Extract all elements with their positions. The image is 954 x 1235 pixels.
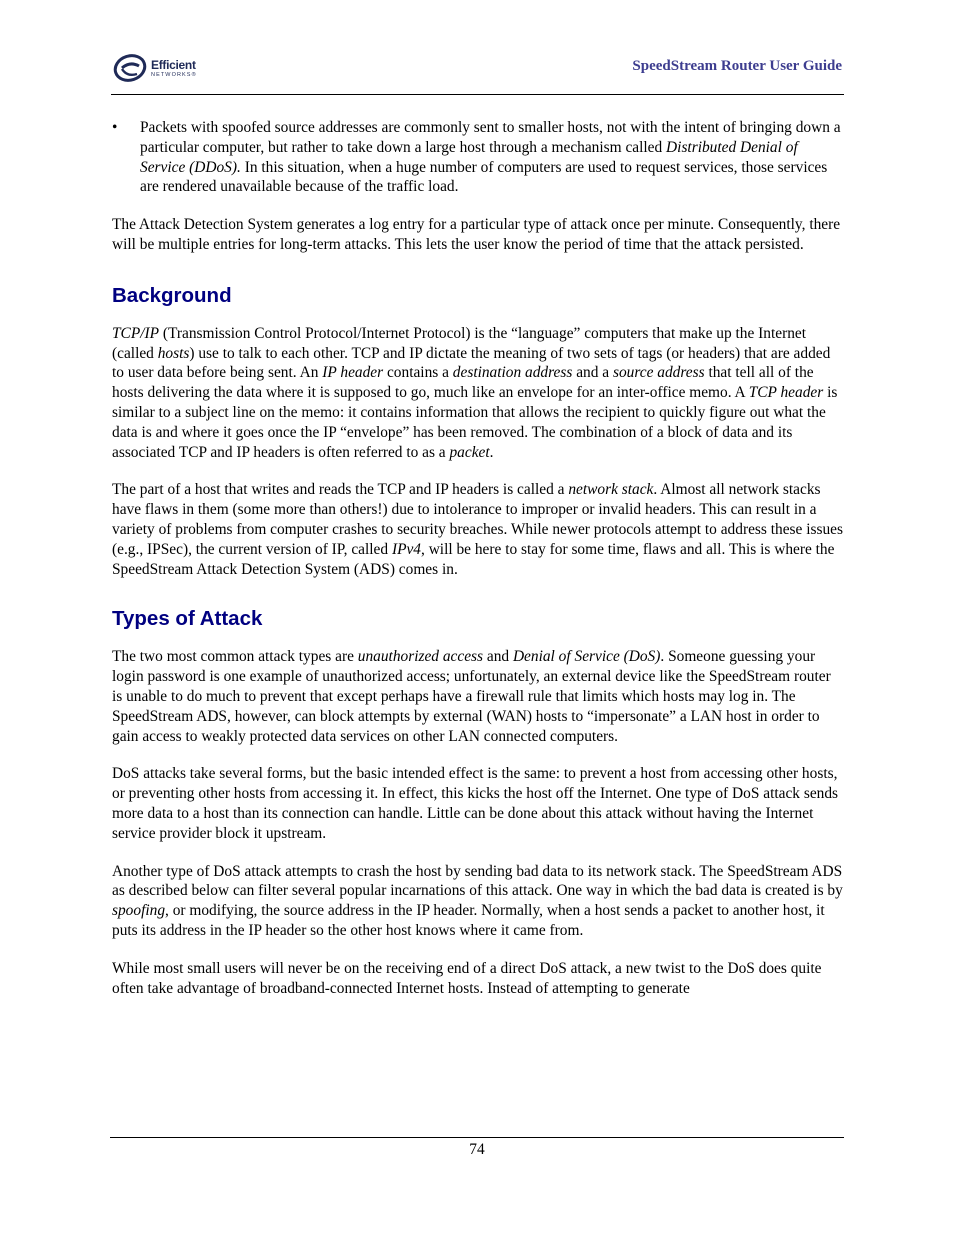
section-heading-types-of-attack: Types of Attack: [112, 607, 263, 631]
section-heading-background: Background: [112, 283, 232, 307]
paragraph: Another type of DoS attack attempts to crash the host by sending bad data to its network stack. The SpeedStream ADS as described below can filter several popular incarnations of this attack. One way in which the bad data is created is by spoofing, or modifying, the source address in the IP header. Normally, when a host sends a packet to another host, it puts its address in the IP header so the other host knows where it came from.: [112, 862, 843, 939]
paragraph: TCP/IP (Transmission Control Protocol/Internet Protocol) is the “language” computers that make up the Internet (called hosts) use to talk to each other. TCP and IP dictate the meaning of two sets of tags (or headers) that are added to user data before being sent. An IP header contains a destination address and a source address that tell all of the hosts delivering the data where it is supposed to go, much like an envelope for an inter-office memo. A TCP header is similar to a subject line on the memo: it contains information that allows the recipient to quickly figure out what the data is and where it goes once the IP “envelope” has been removed. The combination of a block of data and its associated TCP and IP headers is often referred to as a packet.: [112, 324, 838, 461]
list-item: • Packets with spoofed source addresses are commonly sent to smaller hosts, not with the intent of bringing down a particular computer, but rather to take down a large host through a mechanism called Distributed Denial of Service (DDoS). In this situation, when a huge number of computers are used to request services, those services are rendered unavailable because of the traffic load.: [112, 119, 841, 196]
page-number: 74: [469, 1141, 485, 1158]
logo-subtitle: NETWORKS®: [151, 72, 197, 78]
page-header: [111, 46, 844, 95]
bullet-icon: •: [112, 119, 118, 136]
paragraph: The Attack Detection System generates a log entry for a particular type of attack once per minute. Consequently, there will be multiple entries for long-term attacks. This lets the user know the period of time that the attack persisted.: [112, 216, 841, 253]
efficient-networks-logo: [113, 52, 213, 84]
document-title: SpeedStream Router User Guide: [632, 58, 842, 74]
paragraph: While most small users will never be on the receiving end of a direct DoS attack, a new twist to the DoS does quite often take advantage of broadband-connected Internet hosts. Instead of attempting to generate: [112, 959, 822, 997]
paragraph: The two most common attack types are unauthorized access and Denial of Service (DoS). Someone guessing your login password is one example of unauthorized access; unfortunately, an external device like the SpeedStream router is unable to do much to prevent that except perhaps have a firewall rule that limits which hosts may log in. The SpeedStream ADS, however, can block attempts by external (WAN) hosts to “impersonate” a LAN host in order to gain access to weakly protected data services on other LAN connected computers.: [112, 648, 831, 745]
e-swoosh-icon: [113, 52, 149, 84]
bullet-list: [112, 118, 843, 197]
footer-divider: [110, 1137, 844, 1138]
paragraph: The part of a host that writes and reads the TCP and IP headers is called a network stack. Almost all network stacks have flaws in them (some more than others!) due to intolerance to improper or invalid headers. This can result in a variety of problems from computer crashes to security breaches. While newer protocols attempt to address these issues (e.g., IPSec), the current version of IP, called IPv4, will be here to stay for some time, flaws and all. This is where the SpeedStream Attack Detection System (ADS) comes in.: [112, 481, 843, 578]
logo-wordmark: Efficient: [151, 58, 196, 72]
page-body: [112, 118, 843, 998]
paragraph: DoS attacks take several forms, but the basic intended effect is the same: to prevent a host from accessing other hosts, or preventing other hosts from accessing it. In effect, this kicks the host off the Internet. One type of DoS attack sends more data to a host than its connection can handle. Little can be done about this attack without having the Internet service provider block it upstream.: [112, 765, 839, 842]
header-divider: [111, 94, 844, 95]
